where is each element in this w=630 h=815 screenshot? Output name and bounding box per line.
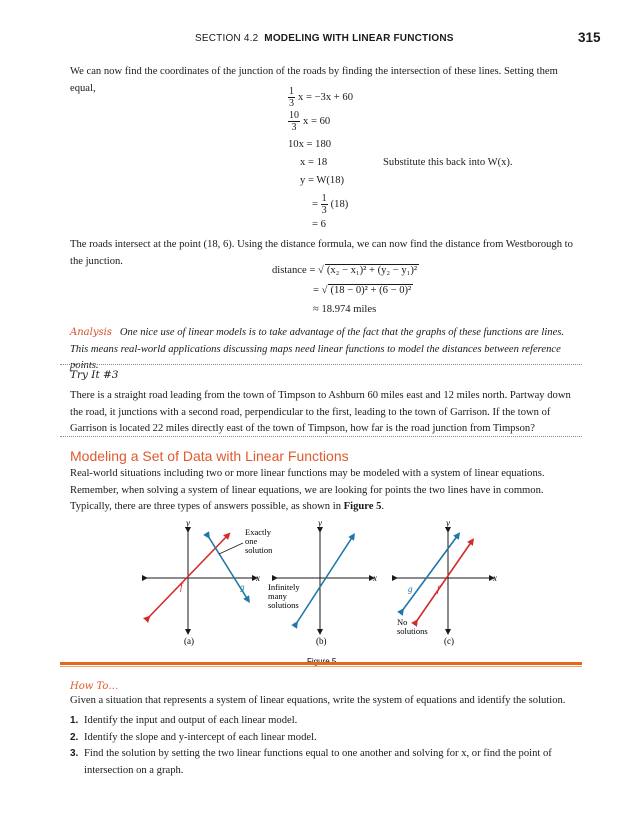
equation-7: = 6 [312, 219, 326, 230]
sqrt-symbol: √ [318, 265, 324, 276]
panel-label: (b) [316, 636, 327, 646]
step-text: Find the solution by setting the two linear functions equal to one another and solving for x, or find the point of intersection on a graph. [84, 748, 552, 776]
analysis-label: Analysis [70, 327, 112, 338]
list-item [70, 730, 580, 747]
intersect-paragraph: The roads intersect at the point (18, 6). Using the distance formula, we can now find the distance from Westborough to the junction. [70, 239, 573, 267]
section-title: MODELING WITH LINEAR FUNCTIONS [264, 33, 454, 44]
equation-3: 10x = 180 [288, 139, 332, 150]
annotation-line-2: solutions [397, 626, 428, 636]
body-text: Real-world situations including two or more linear functions may be modeled with a system of linear equations. Remember, when solving a system of linear equations, we are looking for points the two lines have in common. Typically, there are three types of answers possible, as shown in [70, 468, 545, 512]
panel-c [395, 518, 497, 646]
body-end: . [381, 501, 385, 512]
how-to-rule [60, 662, 582, 665]
label-g: g [408, 584, 413, 594]
equation-6 [312, 193, 348, 216]
try-it-title: Try It #3 [70, 369, 119, 381]
numerator: 10 [289, 110, 299, 121]
annotation-line-1: No [397, 617, 408, 627]
x-axis-label: x [256, 573, 260, 583]
annotation-line-1: Exactly [245, 527, 271, 537]
radicand: (18 − 0)² + (6 − 0)² [330, 285, 412, 296]
try-it-box [60, 364, 582, 434]
equation-2 [288, 110, 330, 133]
section-number: SECTION 4.2 [195, 33, 259, 44]
steps-list [70, 713, 580, 779]
how-to-title: How To… [70, 681, 119, 692]
figure-reference: Figure 5 [343, 501, 382, 512]
annotation-line-1: Infinitely [268, 582, 300, 592]
figure-5 [140, 514, 510, 670]
fraction [321, 193, 328, 216]
annotation-line-2: many [268, 591, 287, 601]
y-axis-label: y [186, 518, 190, 528]
annotation-line-3: solutions [268, 600, 299, 610]
radicand: (x₂ − x₁)² + (y₂ − y₁)² [326, 265, 418, 276]
fraction [288, 86, 295, 109]
equation-4: x = 18 [300, 157, 328, 168]
equation-text: (18) [330, 198, 349, 210]
numerator: 1 [289, 86, 294, 97]
fraction [288, 110, 300, 133]
y-axis-label: y [446, 518, 450, 528]
panel-a [145, 518, 273, 646]
distance-substitution [313, 284, 413, 296]
equals-sign: = [313, 285, 319, 296]
equals-sign: = [312, 198, 318, 210]
denominator: 3 [321, 205, 327, 216]
panel-label: (a) [184, 636, 194, 646]
distance-result: ≈ 18.974 miles [313, 304, 377, 315]
analysis-text: One nice use of linear models is to take advantage of the fact that the graphs of these functions are lines. This means real-world applications discussing maps need linear functions to model the distances between reference points. [70, 327, 565, 371]
label-g: g [240, 582, 245, 592]
annotation-line-3: solution [245, 545, 273, 555]
panel-label: (c) [444, 636, 454, 646]
step-text: Identify the input and output of each linear model. [84, 715, 298, 726]
step-number: 3. [70, 748, 79, 759]
denominator: 3 [291, 122, 297, 133]
distance-label: distance = [272, 265, 316, 276]
annotation-line-2: one [245, 536, 258, 546]
y-axis-label: y [318, 518, 322, 528]
running-head [195, 33, 454, 44]
equation-text: x = −3x + 60 [298, 91, 354, 103]
page-number: 315 [578, 30, 601, 45]
divider [60, 436, 582, 437]
step-number: 1. [70, 715, 79, 726]
x-axis-label: x [493, 573, 497, 583]
step-text: Identify the slope and y-intercept of each linear model. [84, 731, 317, 743]
try-it-text: There is a straight road leading from the town of Timpson to Ashburn 60 miles east and 12 miles north. Partway down the road, it junctions with a second road, perpendicular to the first, leading to the town of Garrison. If the town of Garrison is located 22 miles directly east of the town of Timpson, how far is the road junction from Timpson? [70, 390, 571, 434]
divider [60, 364, 582, 365]
label-f: f [180, 582, 183, 592]
equation-1 [288, 86, 353, 109]
line-f-equals-g [296, 536, 353, 624]
sqrt-symbol: √ [321, 285, 328, 296]
how-to-steps [70, 713, 580, 779]
equation-5: y = W(18) [300, 175, 345, 186]
annotation-pointer [219, 543, 243, 554]
panel-b [268, 518, 377, 646]
numerator: 1 [321, 193, 327, 204]
step-number: 2. [70, 731, 79, 743]
list-item [70, 746, 580, 779]
list-item [70, 713, 580, 730]
how-to-intro: Given a situation that represents a system of linear equations, write the system of equations and identify the solution. [70, 695, 566, 706]
x-axis-label: x [373, 573, 377, 583]
label-f: f [437, 584, 440, 594]
how-to-rule-thin [60, 666, 582, 667]
intro-paragraph: We can now find the coordinates of the junction of the roads by finding the intersection of these lines. Setting them equal, [70, 66, 558, 94]
section-body [70, 466, 580, 516]
distance-formula [272, 264, 419, 276]
equation-4-note: Substitute this back into W(x). [383, 157, 513, 168]
equation-text: x = 60 [303, 115, 331, 127]
denominator: 3 [289, 98, 294, 109]
section-heading: Modeling a Set of Data with Linear Functions [70, 448, 349, 464]
